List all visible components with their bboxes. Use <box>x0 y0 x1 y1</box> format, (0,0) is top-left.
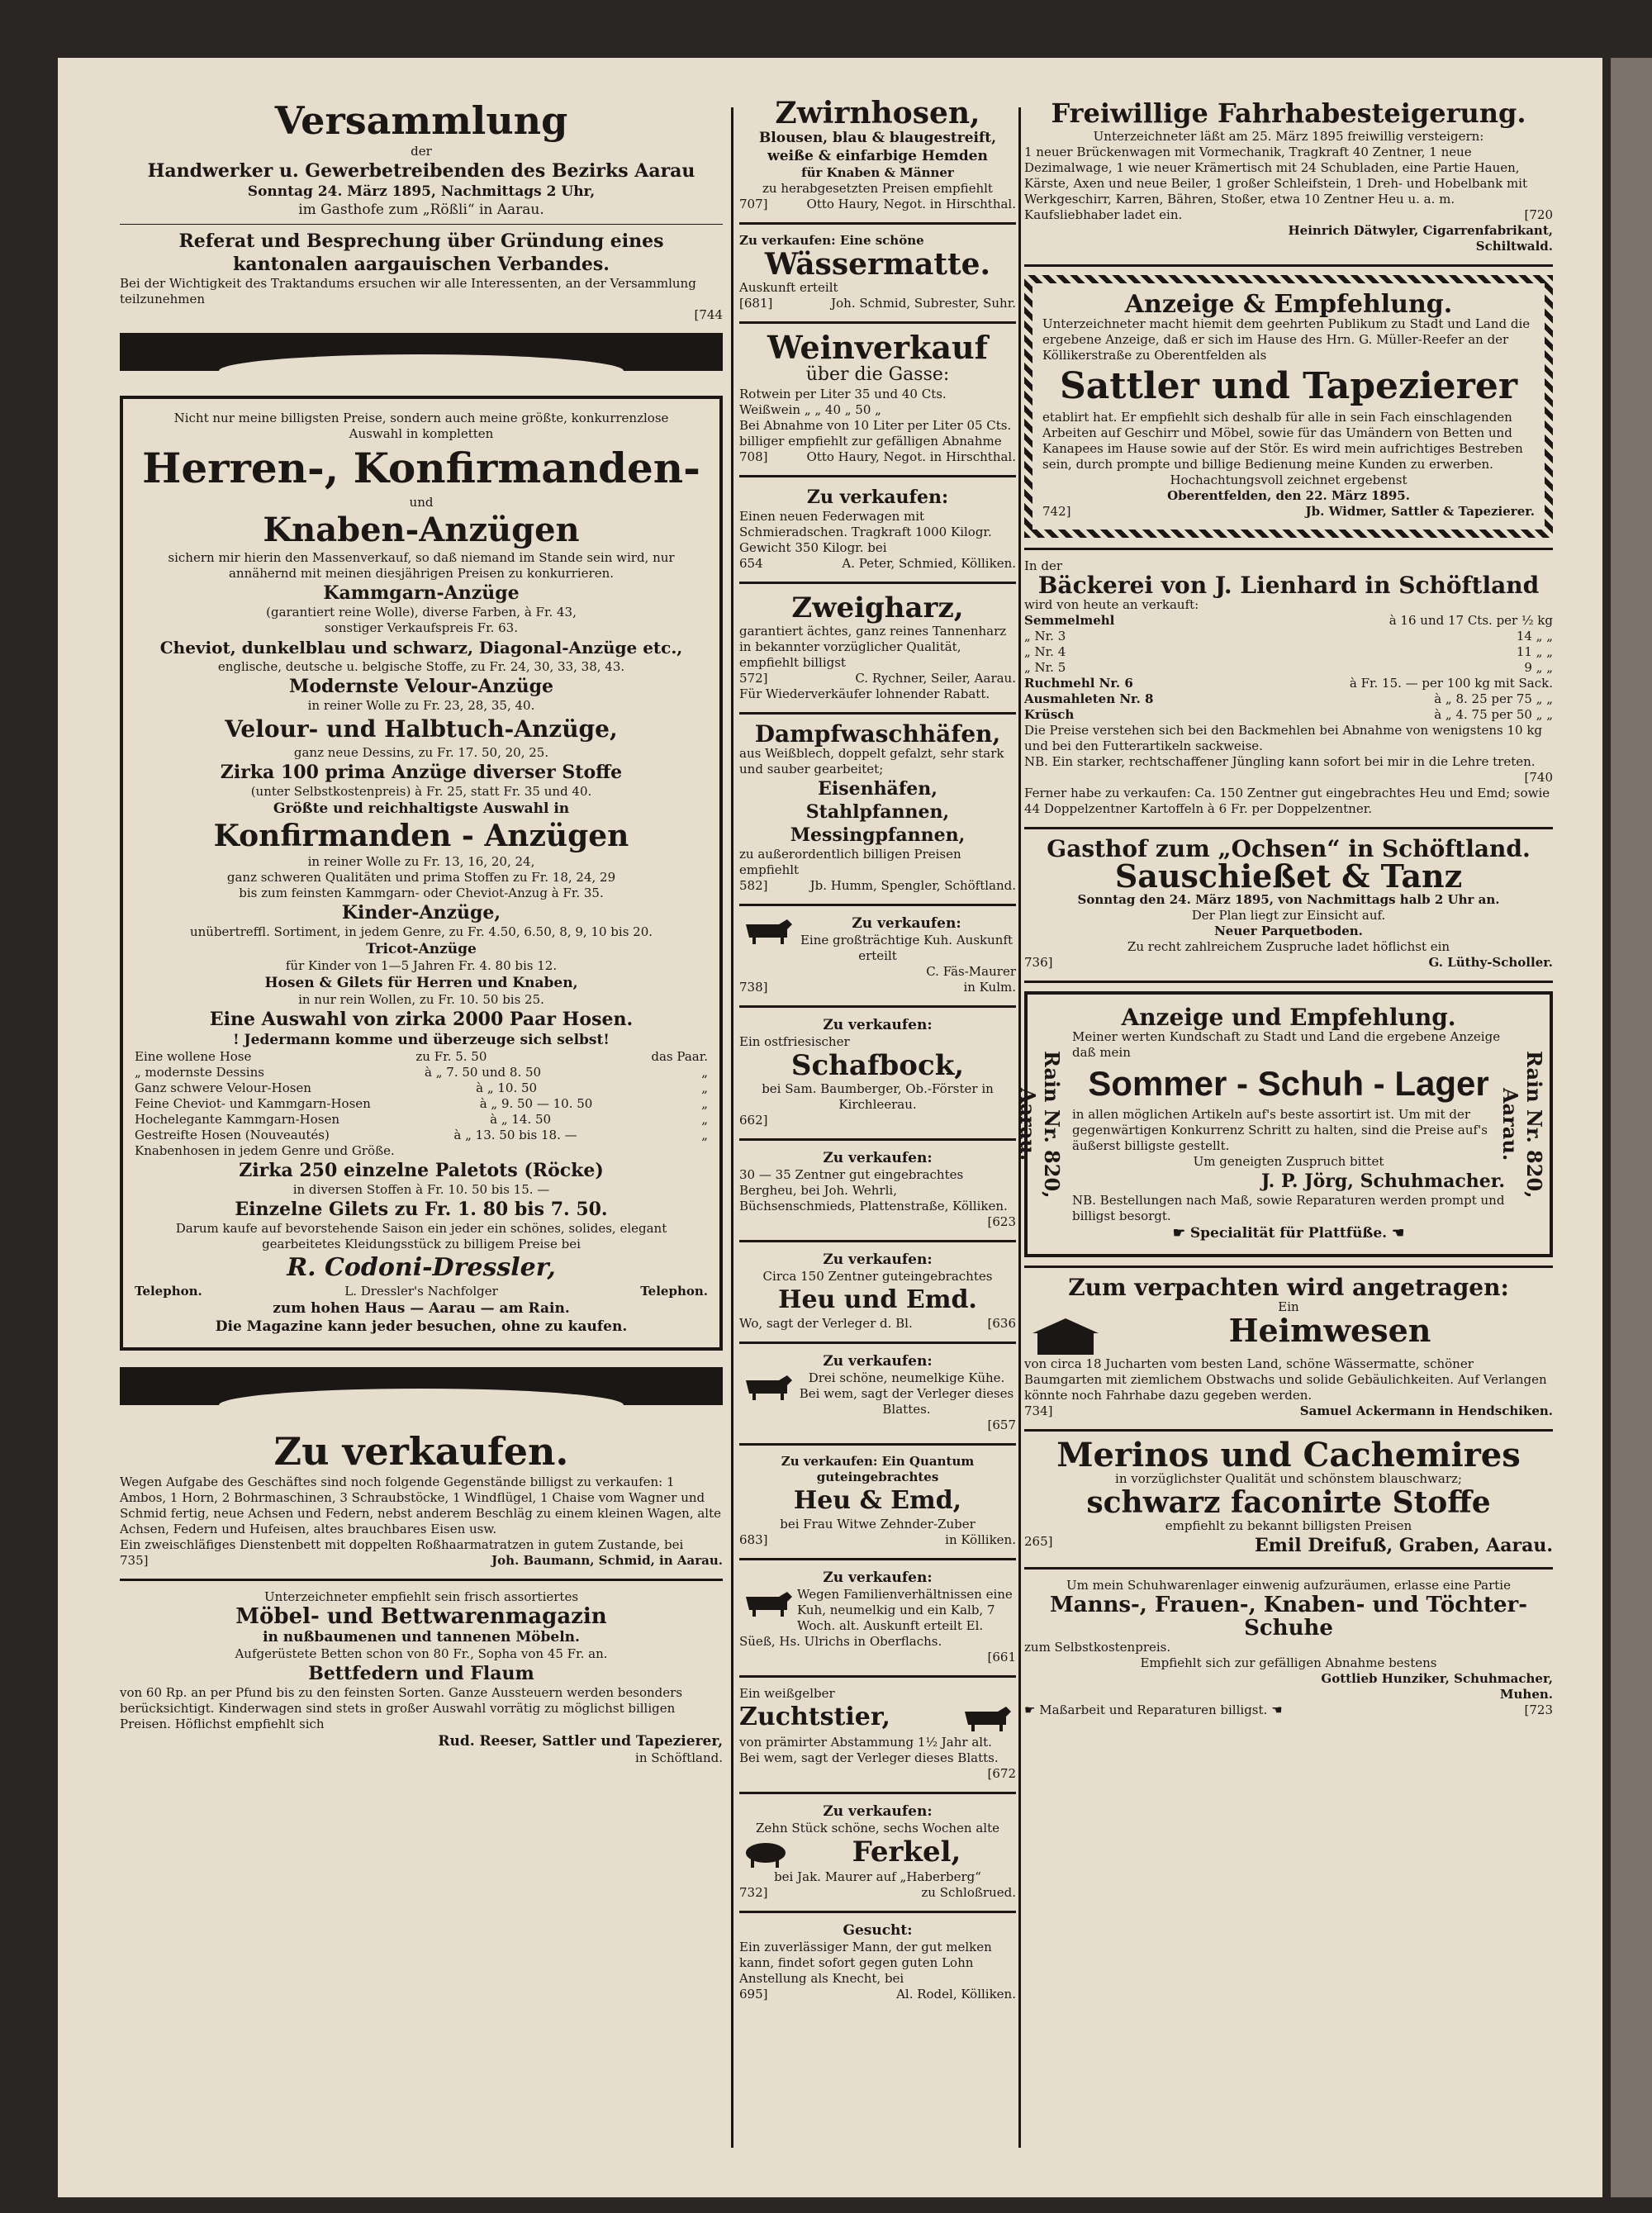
pointing-hand-icon: ☛ <box>1172 1225 1190 1242</box>
table-row: Ausmahleten Nr. 8 à „ 8. 25 per 75 „ „ <box>1024 691 1553 706</box>
ad-kuh-kalb: Zu verkaufen: Wegen Familienverhältnissen eine Kuh, neumelkig und ein Kalb, 7 Woch. alt. Auskunft erteilt El. Süeß, Hs. Ulrichs in Oberflachs. [661 <box>739 1570 1016 1664</box>
ad-bergheu: Zu verkaufen: 30 — 35 Zentner gut eingebrachtes Bergheu, bei Joh. Wehrli, Büchsenschmieds, Plattenstraße, Kölliken. [623 <box>739 1150 1016 1229</box>
ad-ochsen: Gasthof zum „Ochsen“ in Schöftland. Sauschießet & Tanz Sonntag den 24. März 1895, von Nachmittags halb 2 Uhr an. Der Plan liegt zur Einsicht auf. Neuer Parquetboden. Zu recht zahlreichem Zuspruche ladet höflichst ein 736] G. Lüthy-Scholler. <box>1024 835 1553 970</box>
ad-heu-emd-1: Zu verkaufen: Circa 150 Zentner guteingebrachtes Heu und Emd. Wo, sagt der Verleger d. Bl. [636 <box>739 1251 1016 1331</box>
table-row: Krüsch à „ 4. 75 per 50 „ „ <box>1024 707 1553 722</box>
table-row: „ Nr. 4 11 „ „ <box>1024 644 1553 659</box>
ad-versammlung: Versammlung der Handwerker u. Gewerbetreibenden des Bezirks Aarau Sonntag 24. März 1895, Nachmittags 2 Uhr, im Gasthofe zum „Rößli“ in Aarau. Referat und Besprechung über Gründung eines kantonalen aargauischen Verbandes. Bei der Wichtigkeit des Traktandums ersuchen wir alle Interessenten, an der Versammlung teilzunehmen [744 <box>120 98 723 322</box>
house-icon <box>1024 1315 1107 1356</box>
ad-codoni: Nicht nur meine billigsten Preise, sondern auch meine größte, konkurrenzlose Auswahl in kompletten Herren-, Konfirmanden- und Knaben-Anzügen sichern mir hierin den Massenverkauf, so daß niemand im Stande sein wird, nur annähernd mit meinen diesjährigen Preisen zu konkurrieren. Kammgarn-Anzüge (garantiert reine Wolle), diverse Farben, à Fr. 43, sonstiger Verkaufspreis Fr. 63. Cheviot, dunkelblau und schwarz, Diagonal-Anzüge etc., englische, deutsche u. belgische Stoffe, zu Fr. 24, 30, 33, 38, 43. Modernste Velour-Anzüge in reiner Wolle zu Fr. 23, 28, 35, 40. Velour- und Halbtuch-Anzüge, ganz neue Dessins, zu Fr. 17. 50, 20, 25. Zirka 100 prima Anzüge diverser Stoffe (unter Selbstkostenpreis) à Fr. 25, statt Fr. 35 und 40. Größte und reichhaltigste Auswahl in Konfirmanden - Anzügen in reiner Wolle zu Fr. 13, 16, 20, 24, ganz schweren Qualitäten und prima Stoffen zu Fr. 18, 24, 29 bis zum feinsten Kammgarn- oder Cheviot-Anzug à Fr. 35. Kinder-Anzüge, unübertreffl. Sortiment, in jedem Genre, zu Fr. 4.50, 6.50, 8, 9, 10 bis 20. Tricot-Anzüge für Kinder von 1—5 Jahren Fr. 4. 80 bis 12. Hosen & Gilets für Herren und Knaben, in nur rein Wollen, zu Fr. 10. 50 bis 25. Eine Auswahl von zirka 2000 Paar Hosen. ! Jedermann komme und überzeuge sich selbst! Eine wollene Hose zu Fr. 5. 50 das Paar. „ modernste Dessins à „ 7. 50 und 8. 50 „ Ganz schwere Velour-Hosen à „ 10. 50 „ Feine Cheviot- und Kammgarn-Hosen à „ 9. 50 — 10. 50 „ Hochelegante Kammgarn-Hosen à „ 14. 50 „ Gestreifte Hosen (Nouveautés) à „ 13. 50 bis 18. — „ Knabenhosen in jedem Genre und Größe. Zirka 250 einzelne Paletots (Röcke) in diversen Stoffen à Fr. 10. 50 bis 15. — Einzelne Gilets zu Fr. 1. 80 bis 7. 50. Darum kaufe auf bevorstehende Saison ein jeder ein schönes, solides, elegant gearbeitetes Kleidungsstück zu billigem Preise bei R. Codoni-Dressler, Telephon. L. Dressler's Nachfolger Telephon. zum hohen Haus — Aarau — am Rain. Die Magazine kann jeder besuchen, ohne zu kaufen. <box>120 396 723 1351</box>
table-row: Ruchmehl Nr. 6 à Fr. 15. — per 100 kg mit Sack. <box>1024 676 1553 691</box>
ad-zweigharz: Zweigharz, garantiert ächtes, ganz reines Tannenharz in bekannter vorzüglicher Qualität, empfiehlt billigst 572] C. Rychner, Seiler, Aarau. Für Wiederverkäufer lohnender Rabatt. <box>739 591 1016 701</box>
ad-merinos: Merinos und Cachemires in vorzüglichster Qualität und schönstem blauschwarz; schwarz faconirte Stoffe empfiehlt zu bekannt billigsten Preisen 265] Emil Dreifuß, Graben, Aarau. <box>1024 1436 1553 1556</box>
ad-federwagen: Zu verkaufen: Einen neuen Federwagen mit Schmieradschen. Tragkraft 1000 Kilogr. Gewicht 350 Kilogr. bei 654 A. Peter, Schmied, Kölliken. <box>739 487 1016 571</box>
ad-fahrhabesteigerung: Freiwillige Fahrhabesteigerung. Unterzeichneter läßt am 25. März 1895 freiwillig versteigern: 1 neuer Brückenwagen mit Vormechanik, Tragkraft 40 Zentner, 1 neue Dezimalwage, 1 wie neuer Krämertisch mit 24 Schubladen, eine Partie Hauen, Kärste, Axen und neue Beiler, 1 großer Schleifstein, 1 Dreh- und Hobelbank mit Werkgeschirr, Karren, Bähren, Stoßer, etwa 10 Zentner Heu u. a. m. Kaufsliebhaber ladet ein. [720 Heinrich Dätwyler, Cigarrenfabrikant, Schiltwald. <box>1024 97 1553 254</box>
ad-heu-emd-2: Zu verkaufen: Ein Quantum guteingebrachtes Heu & Emd, bei Frau Witwe Zehnder-Zuber 683] in Kölliken. <box>739 1454 1016 1547</box>
column-middle <box>739 97 1016 2012</box>
column-right <box>1016 97 1553 1728</box>
ad-heimwesen: Zum verpachten wird angetragen: Ein Heimwesen von circa 18 Jucharten vom besten Land, schöne Wässermatte, schöner Baumgarten mit ziemlichem Obstwachs und solide Gebäulichkeiten. Auf Verlangen könnte noch Fahrhabe dazu gegeben werden. 734] Samuel Ackermann in Hendschiken. <box>1024 1274 1553 1418</box>
ad-weinverkauf: Weinverkauf über die Gasse: Rotwein per Liter 35 und 40 Cts. Weißwein „ „ 40 „ 50 „ Bei Abnahme von 10 Liter per Liter 05 Cts. billiger empfiehlt zur gefälligen Abnahme 708] Otto Haury, Negot. in Hirschthal. <box>739 329 1016 464</box>
ad-kuehe: Zu verkaufen: Drei schöne, neumelkige Kühe. Bei wem, sagt der Verleger dieses Blattes. [657 <box>739 1352 1016 1433</box>
ad-ferkel: Zu verkaufen: Zehn Stück schöne, sechs Wochen alte Ferkel, bei Jak. Maurer auf „Haberberg“ 732] zu Schloßrued. <box>739 1803 1016 1900</box>
ad-gesucht: Gesucht: Ein zuverlässiger Mann, der gut melken kann, findet sofort gegen guten Lohn Anstellung als Knecht, bei 695] Al. Rodel, Kölliken. <box>739 1922 1016 2002</box>
table-row: Gestreifte Hosen (Nouveautés) à „ 13. 50 bis 18. — „ <box>135 1128 708 1142</box>
ad-hunziker: Um mein Schuhwarenlager einwenig aufzuräumen, erlasse eine Partie Manns-, Frauen-, Knaben- und Töchter-Schuhe zum Selbstkostenpreis. Empfiehlt sich zur gefälligen Abnahme bestens Gottlieb Hunziker, Schuhmacher, Muhen. ☛ Maßarbeit und Reparaturen billigst. ☚ [723 <box>1024 1578 1553 1717</box>
ad-zwirnhosen: Zwirnhosen, Blousen, blau & blaugestreift, weiße & einfarbige Hemden für Knaben & Männer zu herabgesetzten Preisen empfiehlt 707] Otto Haury, Negot. in Hirschthal. <box>739 96 1016 211</box>
ad-baeckerei: In der Bäckerei von J. Lienhard in Schöftland wird von heute an verkauft: Semmelmehl à 16 und 17 Cts. per ½ kg „ Nr. 3 14 „ „ „ Nr. 4 11 „ „ „ Nr. 5 9 „ „ Ruchmehl Nr. 6 à Fr. 15. — per 100 kg mit Sack. Ausmahleten Nr. 8 à „ 8. 25 per 75 „ „ Krüsch à „ 4. 75 per 50 „ „ Die Preise verstehen sich bei den Backmehlen bei Abnahme von wenigstens 10 kg und bei den Futterartikeln sackweise. NB. Ein starker, rechtschaffener Jüngling kann sofort bei mir in die Lehre treten. [740 Ferner habe zu verkaufen: Ca. 150 Zentner gut eingebrachtes Heu und Emd; sowie 44 Doppelzentner Kartoffeln à 6 Fr. per Doppelzentner. <box>1024 558 1553 816</box>
ad-schafbock: Zu verkaufen: Ein ostfriesischer Schafbock, bei Sam. Baumberger, Ob.-Förster in Kirchleerau. 662] <box>739 1017 994 1128</box>
page-fold <box>1611 58 1652 2197</box>
ad-title: Versammlung <box>274 98 568 143</box>
table-row: „ Nr. 3 14 „ „ <box>1024 629 1553 643</box>
mehl-price-table <box>1024 613 1553 723</box>
table-row: Eine wollene Hose zu Fr. 5. 50 das Paar. <box>135 1049 708 1064</box>
table-row: „ modernste Dessins à „ 7. 50 und 8. 50 „ <box>135 1065 708 1080</box>
newspaper-page <box>58 58 1602 2197</box>
bull-icon <box>958 1702 1016 1735</box>
side-address: Rain Nr. 820, Aarau. <box>1016 1050 1064 1199</box>
table-row: Knabenhosen in jedem Genre und Größe. <box>135 1143 395 1158</box>
cow-icon <box>739 1587 797 1620</box>
ad-reeser: Unterzeichneter empfiehlt sein frisch assortiertes Möbel- und Bettwarenmagazin in nußbaumenen und tannenen Möbeln. Aufgerüstete Betten schon von 80 Fr., Sopha von 45 Fr. an. Bettfedern und Flaum von 60 Rp. an per Pfund bis zu den feinsten Sorten. Ganze Aussteuern werden besonders berücksichtigt. Kinderwagen sind stets in großer Auswahl vorrätig zu möglichst billigen Preisen. Höflichst empfiehlt sich Rud. Reeser, Sattler und Tapezierer, in Schöftland. <box>120 1589 723 1765</box>
ad-kuh: Zu verkaufen: Eine großträchtige Kuh. Auskunft erteilt C. Fäs-Maurer 738] in Kulm. <box>739 915 1016 995</box>
ad-sattler: Anzeige & Empfehlung. Unterzeichneter macht hiemit dem geehrten Publikum zu Stadt und Land die ergebene Anzeige, daß er sich im Hause des Hrn. G. Müller-Reefer an der Köllikerstraße zu Oberentfelden als Sattler und Tapezierer etablirt hat. Er empfiehlt sich deshalb für alle in sein Fach einschlagenden Arbeiten auf Geschirr und Möbel, sowie für das Umändern von Betten und Kanapees im Hause sowie auf der Stör. Es wird mein aufrichtiges Bestreben sein, durch prompte und billige Bedienung meine Kunden zu erwerben. Hochachtungsvoll zeichnet ergebenst Oberentfelden, den 22. März 1895. 742] Jb. Widmer, Sattler & Tapezierer. <box>1024 275 1553 538</box>
pig-icon <box>739 1836 797 1869</box>
column-rule <box>731 107 733 2148</box>
pointing-hand-icon: ☛ <box>1024 1702 1040 1717</box>
cow-icon <box>739 1370 797 1403</box>
hosen-price-table <box>135 1049 708 1159</box>
pointing-hand-icon: ☚ <box>1387 1225 1405 1242</box>
table-row: Hochelegante Kammgarn-Hosen à „ 14. 50 „ <box>135 1112 708 1127</box>
column-left <box>120 97 723 1776</box>
table-row: Ganz schwere Velour-Hosen à „ 10. 50 „ <box>135 1080 708 1095</box>
side-address: Rain Nr. 820, Aarau. <box>1498 1050 1546 1199</box>
cow-icon <box>739 914 797 947</box>
ad-zuchtstier: Ein weißgelber Zuchtstier, von prämirter Abstammung 1½ Jahr alt. Bei wem, sagt der Verleger dieses Blatts. [672 <box>739 1686 1016 1781</box>
ad-waessermatte: Zu verkaufen: Eine schöne Wässermatte. Auskunft erteilt [681] Joh. Schmid, Subrester, Suhr. <box>739 233 1016 311</box>
ad-joerg: Rain Nr. 820, Aarau. Rain Nr. 820, Aarau. Anzeige und Empfehlung. Meiner werten Kundschaft zu Stadt und Land die ergebene Anzeige daß mein Sommer - Schuh - Lager in allen möglichen Artikeln auf's beste assortirt ist. Um mit der gegenwärtigen Konkurrenz Schritt zu halten, sind die Preise auf's äußerst billigste gestellt. Um geneigten Zuspruch bittet J. P. Jörg, Schuhmacher. NB. Bestellungen nach Maß, sowie Reparaturen werden prompt und billigst besorgt. ☛ Specialität für Plattfüße. ☚ <box>1024 991 1553 1257</box>
ad-baumann: Zu verkaufen. Wegen Aufgabe des Geschäftes sind noch folgende Gegenstände billigst zu verkaufen: 1 Ambos, 1 Horn, 2 Bohrmaschinen, 3 Schraubstöcke, 1 Windflügel, 1 Chaise vom Wagner und Schmid fertig, neue Achsen und Federn, nebst anderem Beschläg zu einem kleinen Wagen, alte Achsen, Federn und Hufeisen, altes brauchbares Eisen usw. Ein zweischläfiges Dienstenbett mit doppelten Roßhaarmatratzen in gutem Zustande, bei 735] Joh. Baumann, Schmid, in Aarau. <box>120 1429 723 1568</box>
table-row: Semmelmehl à 16 und 17 Cts. per ½ kg <box>1024 613 1553 628</box>
pointing-hand-icon: ☚ <box>1267 1702 1283 1717</box>
table-row: „ Nr. 5 9 „ „ <box>1024 660 1553 675</box>
table-row: Feine Cheviot- und Kammgarn-Hosen à „ 9. 50 — 10. 50 „ <box>135 1096 708 1111</box>
ad-dampfwaschhaefen: Dampfwaschhäfen, aus Weißblech, doppelt gefalzt, sehr stark und sauber gearbeitet; Eisenhäfen, Stahlpfannen, Messingpfannen, zu außerordentlich billigen Preisen empfiehlt 582] Jb. Humm, Spengler, Schöftland. <box>739 720 1016 893</box>
decorative-band <box>120 1367 723 1405</box>
decorative-band <box>120 333 723 371</box>
